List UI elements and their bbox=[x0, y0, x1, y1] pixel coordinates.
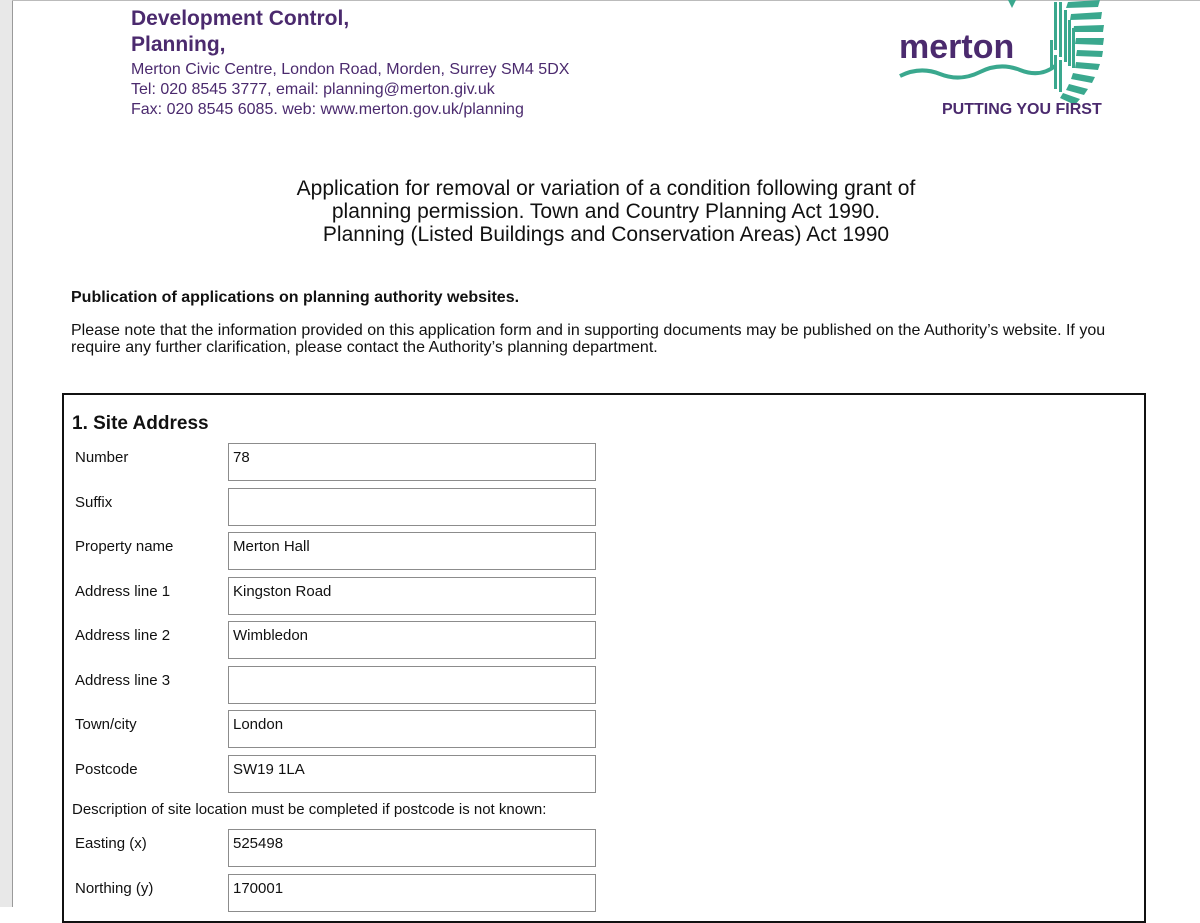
field-row-address-line-2 bbox=[75, 621, 600, 661]
field-label-northing: Northing (y) bbox=[75, 880, 154, 897]
field-row-postcode bbox=[75, 755, 600, 795]
field-label-number: Number bbox=[75, 449, 129, 466]
number-field[interactable]: 78 bbox=[228, 443, 596, 481]
field-row-suffix bbox=[75, 488, 600, 528]
document-title-line3: Planning (Listed Buildings and Conservation Areas) Act 1990 bbox=[322, 223, 890, 246]
field-row-address-line-1 bbox=[75, 577, 600, 617]
field-label-property-name: Property name bbox=[75, 538, 174, 555]
field-label-easting: Easting (x) bbox=[75, 835, 147, 852]
publication-notice: Please note that the information provided on this application form and in supporting documents may be published on the Authority’s website. If you require any further clarification, please contact the Authority’s planning department. bbox=[71, 322, 1106, 356]
suffix-field[interactable] bbox=[228, 488, 596, 526]
town-city-field[interactable]: London bbox=[228, 710, 596, 748]
field-label-address-line-1: Address line 1 bbox=[75, 583, 171, 600]
publication-heading: Publication of applications on planning authority websites. bbox=[71, 289, 520, 306]
easting-field[interactable]: 525498 bbox=[228, 829, 596, 867]
document-title-line1: Application for removal or variation of a condition following grant of bbox=[296, 177, 916, 200]
org-fax-web: Fax: 020 8545 6085. web: www.merton.gov.uk/planning bbox=[131, 101, 524, 118]
field-row-number bbox=[75, 443, 600, 483]
logo-wordmark: merton bbox=[899, 28, 1015, 66]
org-name-line2: Planning, bbox=[131, 33, 226, 56]
organisation-header bbox=[131, 6, 569, 120]
field-row-northing bbox=[75, 874, 600, 914]
field-label-postcode: Postcode bbox=[75, 761, 138, 778]
field-row-easting bbox=[75, 829, 600, 869]
field-label-address-line-2: Address line 2 bbox=[75, 627, 171, 644]
page-left-margin bbox=[0, 0, 13, 907]
org-contact: Tel: 020 8545 3777, email: planning@merton.giv.uk bbox=[131, 81, 495, 98]
address-line-3-field[interactable] bbox=[228, 666, 596, 704]
field-row-town-city bbox=[75, 710, 600, 750]
field-label-address-line-3: Address line 3 bbox=[75, 672, 171, 689]
field-row-address-line-3 bbox=[75, 666, 600, 706]
org-address: Merton Civic Centre, London Road, Morden, Surrey SM4 5DX bbox=[131, 61, 570, 78]
postcode-field[interactable]: SW19 1LA bbox=[228, 755, 596, 793]
field-label-town-city: Town/city bbox=[75, 716, 137, 733]
org-name-line1: Development Control, bbox=[131, 7, 350, 30]
northing-field[interactable]: 170001 bbox=[228, 874, 596, 912]
property-name-field[interactable]: Merton Hall bbox=[228, 532, 596, 570]
field-label-suffix: Suffix bbox=[75, 494, 113, 511]
document-title-line2: planning permission. Town and Country Planning Act 1990. bbox=[331, 200, 881, 223]
site-location-note: Description of site location must be completed if postcode is not known: bbox=[72, 801, 547, 818]
document-title bbox=[0, 177, 1200, 246]
merton-logo bbox=[890, 0, 1120, 125]
section-title-site-address: 1. Site Address bbox=[72, 413, 209, 434]
address-line-2-field[interactable]: Wimbledon bbox=[228, 621, 596, 659]
address-line-1-field[interactable]: Kingston Road bbox=[228, 577, 596, 615]
field-row-property-name bbox=[75, 532, 600, 572]
logo-tagline: PUTTING YOU FIRST bbox=[942, 101, 1102, 118]
